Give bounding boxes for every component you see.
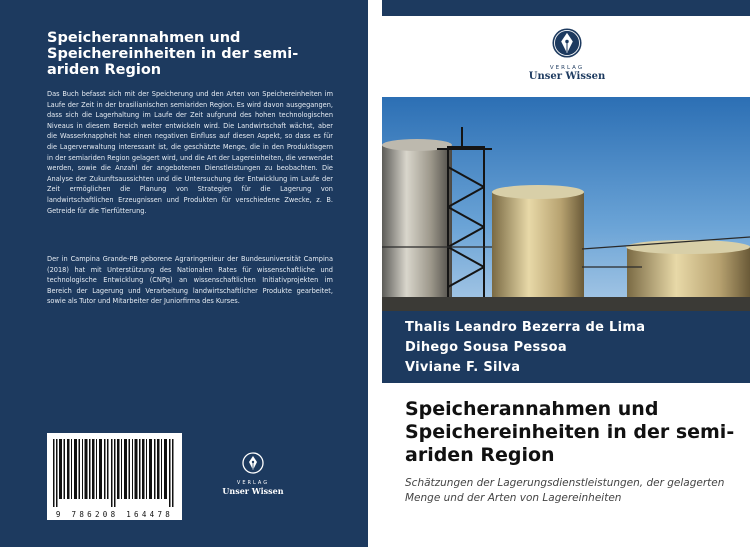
spine: [368, 0, 382, 547]
book-description: Das Buch befasst sich mit der Speicherung und den Arten von Speichereinheiten im Laufe der Zeit in der brasilianischen semiariden Region. Es wird davon ausgegangen, dass sich die Lagerhaltung im Laufe der Zeit aufgrund des hohen technologischen Niveaus in diesem Bereich weiter entwickeln wird. Die Landwirtschaft wächst, aber die Wasserknappheit hat einen negativen Einfluss auf diesen Aspekt, so dass es für die Lagerverwaltung interessant ist, die geschätzte Menge, die in den Produktlagern in der semiariden Region gelagert wird, und die Art der Lagereinheiten, die verwendet werden, sowie die Anzahl der angebotenen Dienstleistungen zu beobachten. Die Analyse der Zukunftsaussichten und die Untersuchung der Entwicklung im Laufe der Zeit ermöglichen die Planung von Strategien für die Lagerung von landwirtschaftlichen Erzeugnissen und Produkten für verschiedene Zwecke, z. B. Getreide für die Tierfütterung.: [47, 90, 333, 215]
publisher-verlag-label: VERLAG: [236, 480, 270, 486]
front-top-bar: [382, 0, 750, 16]
book-title: Speicherannahmen und Speichereinheiten in der semi-ariden Region: [405, 398, 735, 466]
back-cover: [0, 0, 368, 547]
author-name: Dihego Sousa Pessoa: [405, 340, 567, 355]
barcode-bars-icon: [53, 439, 176, 507]
fountain-pen-nib-icon: [242, 452, 264, 474]
front-cover: [382, 0, 750, 547]
publisher-name: Unser Wissen: [528, 71, 606, 82]
book-subtitle: Schätzungen der Lagerungsdienstleistungen, der gelagerten Menge und der Arten von Lagereinheiten: [405, 477, 725, 504]
publisher-logo-front: [512, 27, 622, 82]
publisher-name: Unser Wissen: [222, 486, 284, 496]
publisher-logo-back: [218, 452, 288, 496]
author-name: Viviane F. Silva: [405, 360, 521, 375]
barcode: [47, 433, 182, 520]
fountain-pen-nib-icon: [551, 27, 583, 59]
author-biography: Der in Campina Grande-PB geborene Agraringenieur der Bundesuniversität Campina (2018) hat mit Unterstützung des Nationalen Rates für wissenschaftliche und technologische Entwicklung (CNPq) an wissenschaftlichen Initiativprojekten im Bereich der Lagerung und Verarbeitung landwirtschaftlicher Produkte gearbeitet, sowie als Tutor und Mitarbeiter der Juniorfirma des Kurses.: [47, 255, 333, 306]
isbn-number: 9 786208 164478: [55, 510, 174, 519]
author-name: Thalis Leandro Bezerra de Lima: [405, 320, 646, 335]
cover-photo-storage-silos: [382, 97, 750, 311]
back-cover-title: Speicherannahmen und Speichereinheiten in der semi-ariden Region: [47, 30, 299, 78]
author-band: [382, 311, 750, 383]
publisher-verlag-label: VERLAG: [549, 65, 585, 71]
